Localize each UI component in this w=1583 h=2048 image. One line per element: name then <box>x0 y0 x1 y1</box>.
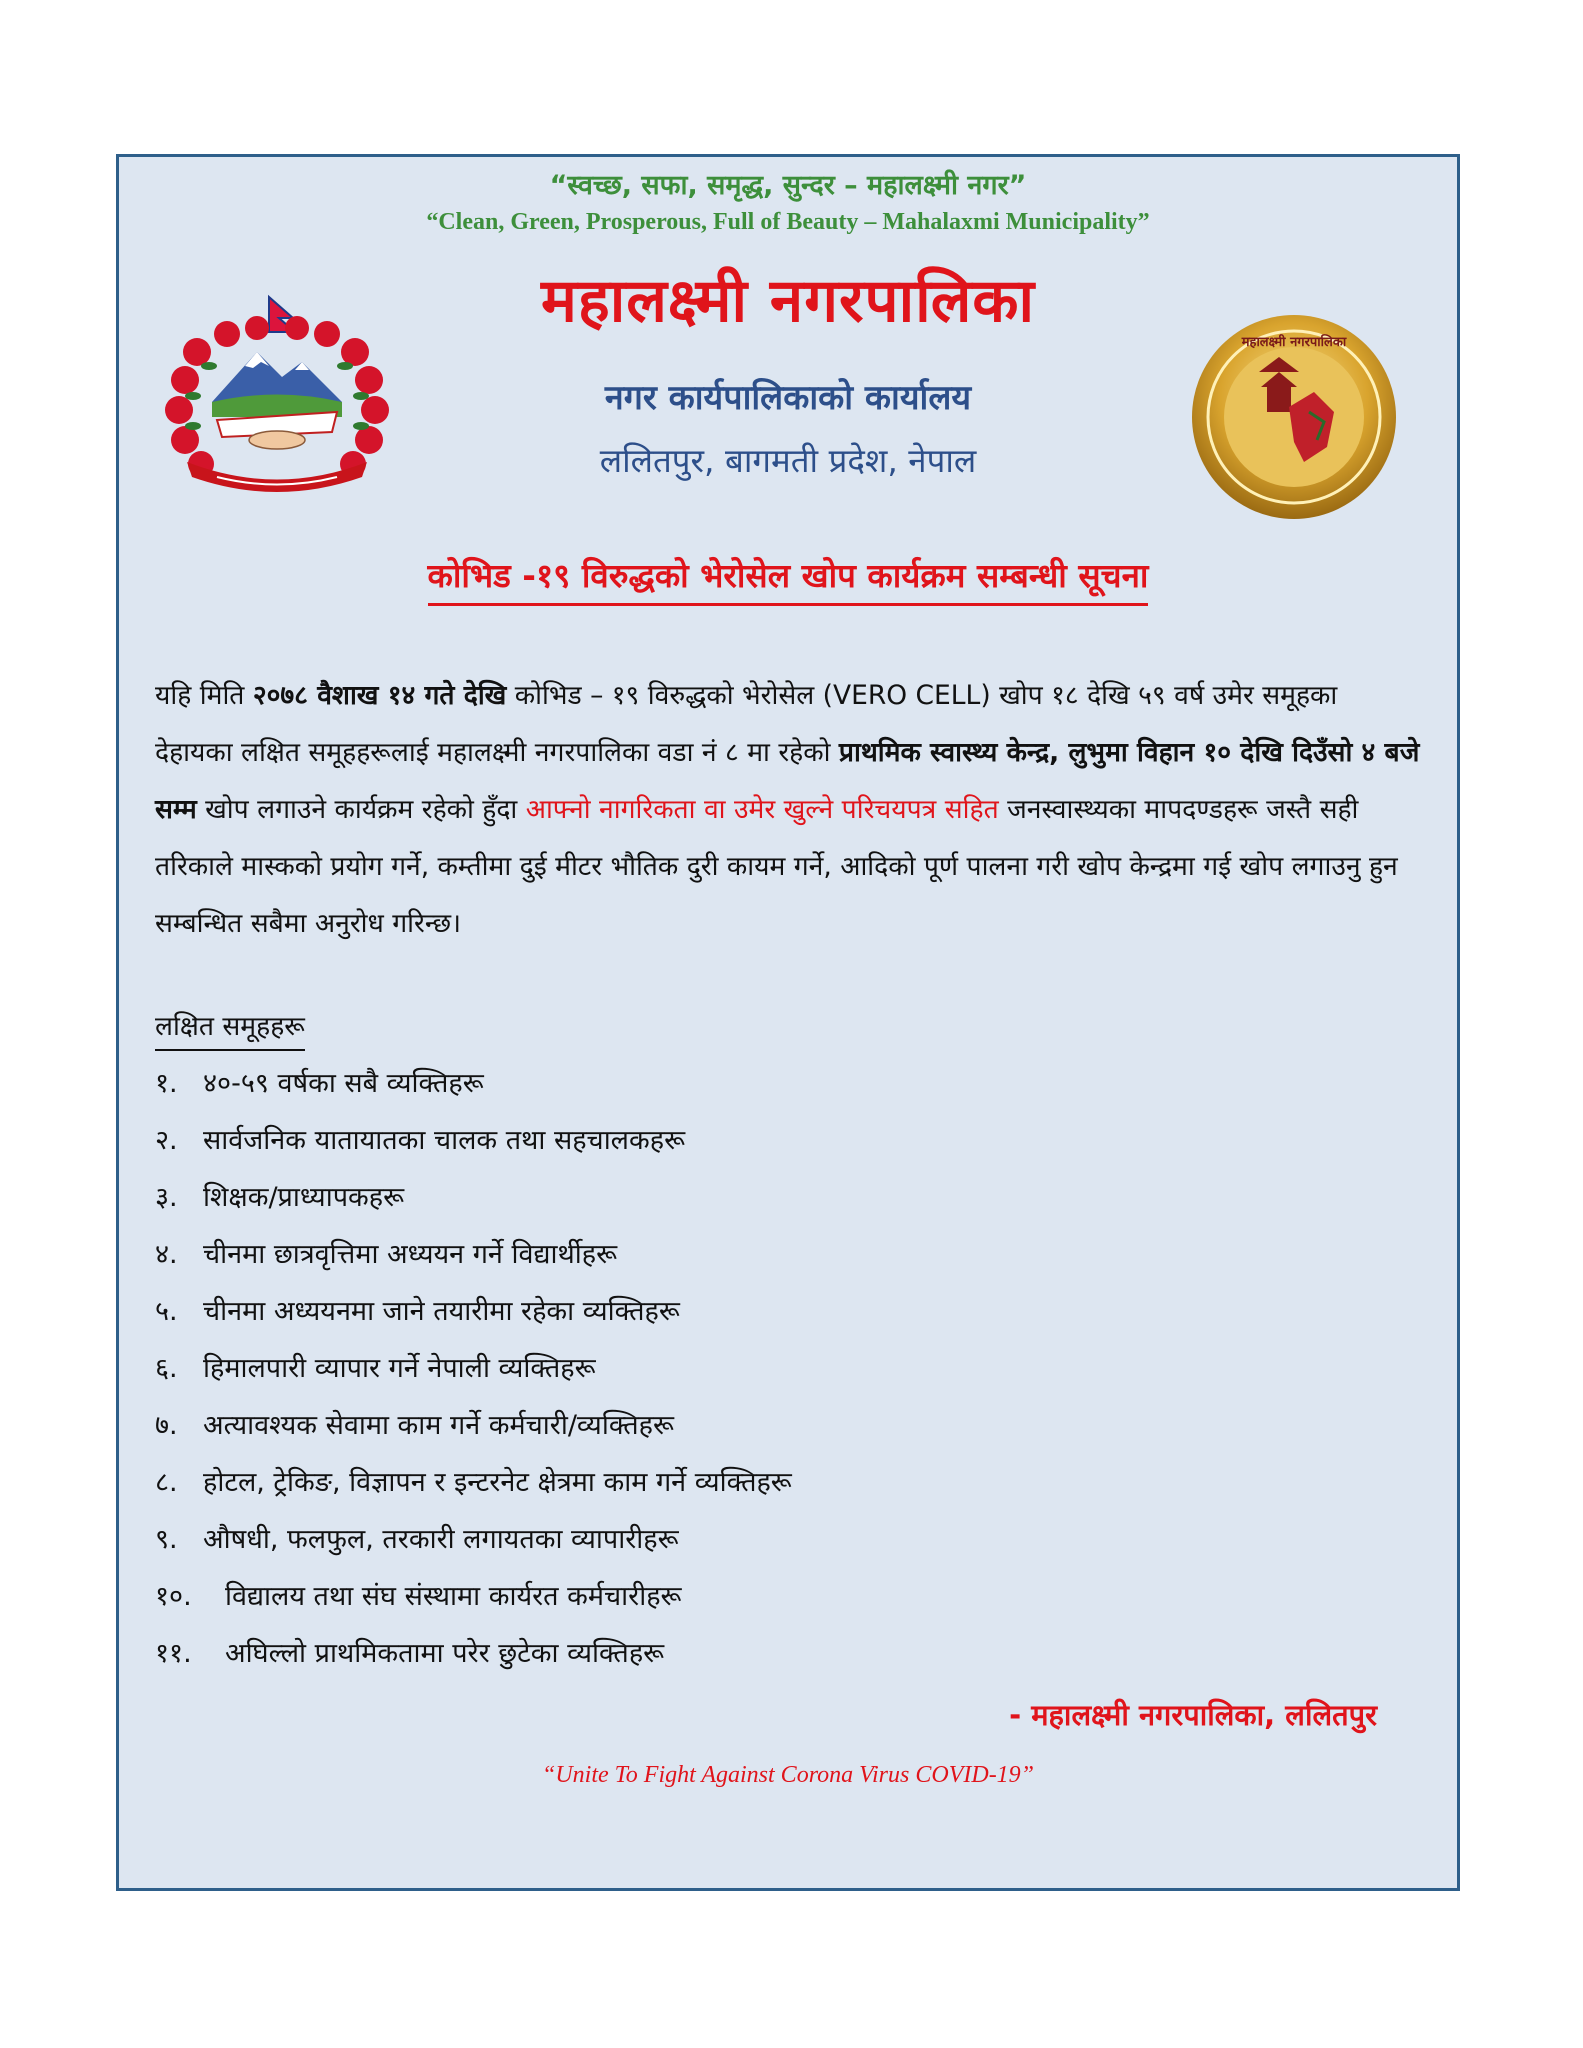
notice-body <box>155 667 1423 952</box>
office-name: नगर कार्यपालिकाको कार्यालय <box>604 378 972 418</box>
list-item: ६. हिमालपारी व्यापार गर्ने नेपाली व्यक्तिहरू <box>155 1353 596 1384</box>
notice-frame <box>116 154 1460 1891</box>
list-item: ३. शिक्षक/प्राध्यापकहरू <box>155 1182 405 1213</box>
list-item: ४. चीनमा छात्रवृत्तिमा अध्ययन गर्ने विद्यार्थीहरू <box>155 1239 618 1270</box>
list-item: २. सार्वजनिक यातायातका चालक तथा सहचालकहरू <box>155 1125 686 1156</box>
signature: - महालक्ष्मी नगरपालिका, ललितपुर <box>1009 1698 1377 1732</box>
body-text: जनस्वास्थ्यका मापदण्डहरू जस्तै सही तरिकाले मास्कको प्रयोग गर्ने, कम्तीमा दुई मीटर भौतिक दुरी कायम गर्ने, आदिको पूर्ण पालना गरी खोप केन्द्रमा गई खोप लगाउनु हुन सम्बन्धित सबैमा अनुरोध गरिन्छ। <box>155 794 1398 939</box>
list-item: ५. चीनमा अध्ययनमा जाने तयारीमा रहेका व्यक्तिहरू <box>155 1296 680 1327</box>
body-location-bold: प्राथमिक स्वास्थ्य केन्द्र, लुभुमा विहान १० देखि दिउँसो ४ बजे सम्म <box>155 737 1420 825</box>
target-groups-list <box>155 1062 1155 1689</box>
logo-text: महालक्ष्मी नगरपालिका <box>1241 335 1347 350</box>
list-item: ८. होटल, ट्रेकिङ, विज्ञापन र इन्टरनेट क्षेत्रमा काम गर्ने व्यक्तिहरू <box>155 1467 792 1498</box>
notice-subject: कोभिड -१९ विरुद्धको भेरोसेल खोप कार्यक्रम सम्बन्धी सूचना <box>428 552 1149 606</box>
list-item: १. ४०-५९ वर्षका सबै व्यक्तिहरू <box>155 1068 484 1099</box>
mahalaxmi-municipality-logo-icon <box>1189 312 1399 522</box>
body-text: कोभिड – १९ विरुद्धको भेरोसेल (VERO CELL) खोप १८ देखि ५९ वर्ष उमेर समूहका देहायका लक्षित समूहहरूलाई महालक्ष्मी नगरपालिका वडा नं ८ मा रहेको <box>155 680 1338 768</box>
list-item: १०. विद्यालय तथा संघ संस्थामा कार्यरत कर्मचारीहरू <box>155 1581 682 1612</box>
list-item: ९. औषधी, फलफुल, तरकारी लगायतका व्यापारीहरू <box>155 1524 679 1555</box>
list-item: ११. अघिल्लो प्राथमिकतामा परेर छुटेका व्यक्तिहरू <box>155 1638 665 1669</box>
target-groups-heading: लक्षित समूहहरू <box>155 1007 305 1051</box>
body-text: खोप लगाउने कार्यक्रम रहेको हुँदा <box>196 794 526 825</box>
body-text: यहि मिति <box>155 680 253 711</box>
list-item: ७. अत्यावश्यक सेवामा काम गर्ने कर्मचारी/व्यक्तिहरू <box>155 1410 674 1441</box>
footer-slogan: “Unite To Fight Against Corona Virus COVID-19” <box>541 1762 1035 1788</box>
page-title: महालक्ष्मी नगरपालिका <box>540 266 1036 336</box>
slogan-nepali: “स्वच्छ, सफा, समृद्ध, सुन्दर – महालक्ष्मी नगर” <box>549 170 1027 201</box>
office-address: ललितपुर, बागमती प्रदेश, नेपाल <box>599 441 977 480</box>
slogan-english: “Clean, Green, Prosperous, Full of Beauty – Mahalaxmi Municipality” <box>426 209 1150 235</box>
body-date-bold: २०७८ वैशाख १४ गते देखि <box>252 680 507 711</box>
body-id-requirement: आफ्नो नागरिकता वा उमेर खुल्ने परिचयपत्र सहित <box>525 794 999 825</box>
